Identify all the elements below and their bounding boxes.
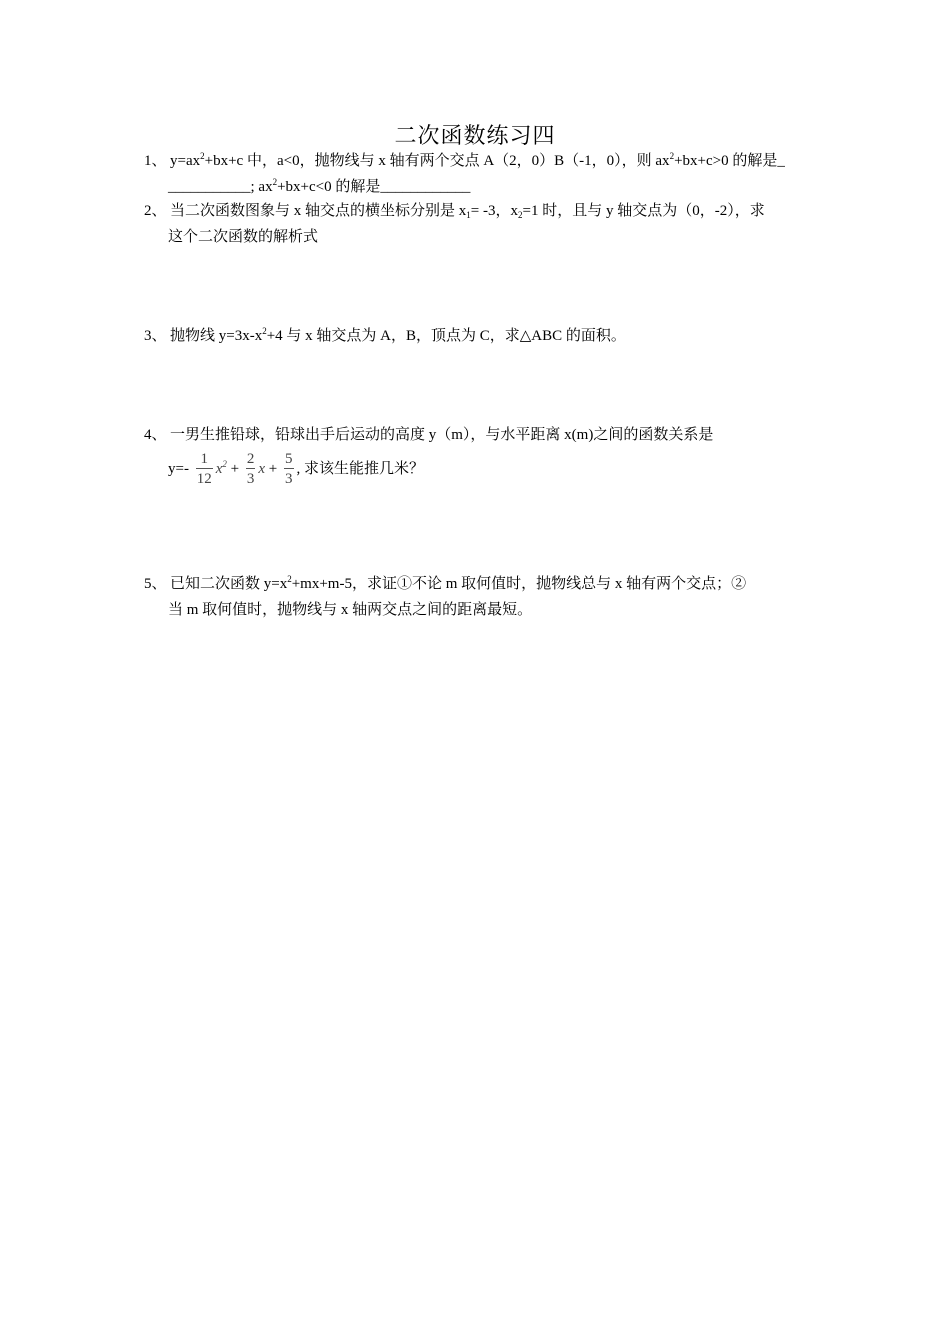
text: +4 与 x 轴交点为 A，B，顶点为 C，求△ABC 的面积。 bbox=[266, 328, 626, 344]
fraction-numerator: 2 bbox=[246, 451, 255, 467]
text: ___________; ax bbox=[168, 179, 273, 195]
question-1-line-1 bbox=[170, 148, 816, 174]
superscript: 2 bbox=[262, 326, 267, 336]
formula-prefix: y=- bbox=[168, 460, 189, 477]
superscript: 2 bbox=[287, 574, 292, 584]
fraction-denominator: 3 bbox=[246, 471, 255, 487]
variable: x bbox=[258, 460, 266, 477]
question-4-formula-line bbox=[168, 450, 816, 494]
plus-sign: + bbox=[268, 460, 278, 477]
question-2-line-1 bbox=[170, 198, 816, 224]
text: 当二次函数图象与 x 轴交点的横坐标分别是 x bbox=[170, 203, 467, 219]
fraction-denominator: 3 bbox=[285, 471, 293, 487]
question-1 bbox=[144, 148, 816, 200]
fraction-denominator: 12 bbox=[196, 471, 212, 487]
plus-sign: + bbox=[230, 460, 240, 477]
fraction-numerator: 1 bbox=[196, 450, 213, 469]
text: +bx+c>0 的解是_ bbox=[674, 153, 785, 169]
text: = -3，x bbox=[470, 203, 518, 219]
fraction-2 bbox=[246, 450, 256, 489]
text: 已知二次函数 y=x bbox=[170, 576, 288, 592]
question-number: 3、 bbox=[144, 328, 167, 344]
question-number: 1、 bbox=[144, 153, 167, 169]
question-number: 2、 bbox=[144, 203, 167, 219]
question-4-line-1: 一男生推铅球，铅球出手后运动的高度 y（m），与水平距离 x(m)之间的函数关系是 bbox=[170, 427, 714, 443]
question-3-line-1 bbox=[170, 323, 816, 349]
subscript: 1 bbox=[466, 210, 471, 220]
page-title: 二次函数练习四 bbox=[394, 123, 556, 148]
question-3 bbox=[144, 323, 816, 349]
superscript: 2 bbox=[669, 151, 675, 161]
variable: x bbox=[215, 460, 223, 477]
superscript: 2 bbox=[200, 151, 205, 161]
question-1-line-2 bbox=[168, 174, 816, 200]
fraction-1 bbox=[196, 450, 213, 489]
superscript: 2 bbox=[222, 458, 227, 469]
text: 抛物线 y=3x-x bbox=[170, 328, 263, 344]
question-4 bbox=[144, 422, 816, 494]
question-2-line-2: 这个二次函数的解析式 bbox=[168, 229, 319, 245]
question-5 bbox=[144, 571, 816, 623]
question-5-line-1 bbox=[170, 571, 816, 597]
question-2 bbox=[144, 198, 816, 250]
text: y=ax bbox=[170, 153, 201, 169]
text: =1 时，且与 y 轴交点为（0，-2），求 bbox=[522, 203, 765, 219]
fraction-3 bbox=[284, 450, 294, 489]
subscript: 2 bbox=[517, 210, 523, 220]
text: +bx+c<0 的解是____________ bbox=[277, 179, 471, 195]
question-number: 4、 bbox=[144, 427, 167, 443]
fraction-numerator: 5 bbox=[285, 451, 293, 467]
text: +bx+c 中，a<0，抛物线与 x 轴有两个交点 A（2，0）B（-1，0），则 ax bbox=[204, 153, 670, 169]
question-number: 5、 bbox=[144, 576, 167, 592]
superscript: 2 bbox=[272, 177, 278, 187]
formula-suffix: , 求该生能推几米？ bbox=[296, 460, 425, 477]
question-5-line-2: 当 m 取何值时，抛物线与 x 轴两交点之间的距离最短。 bbox=[168, 602, 533, 618]
text: +mx+m-5，求证①不论 m 取何值时，抛物线总与 x 轴有两个交点；② bbox=[291, 576, 747, 592]
formula bbox=[168, 450, 424, 489]
